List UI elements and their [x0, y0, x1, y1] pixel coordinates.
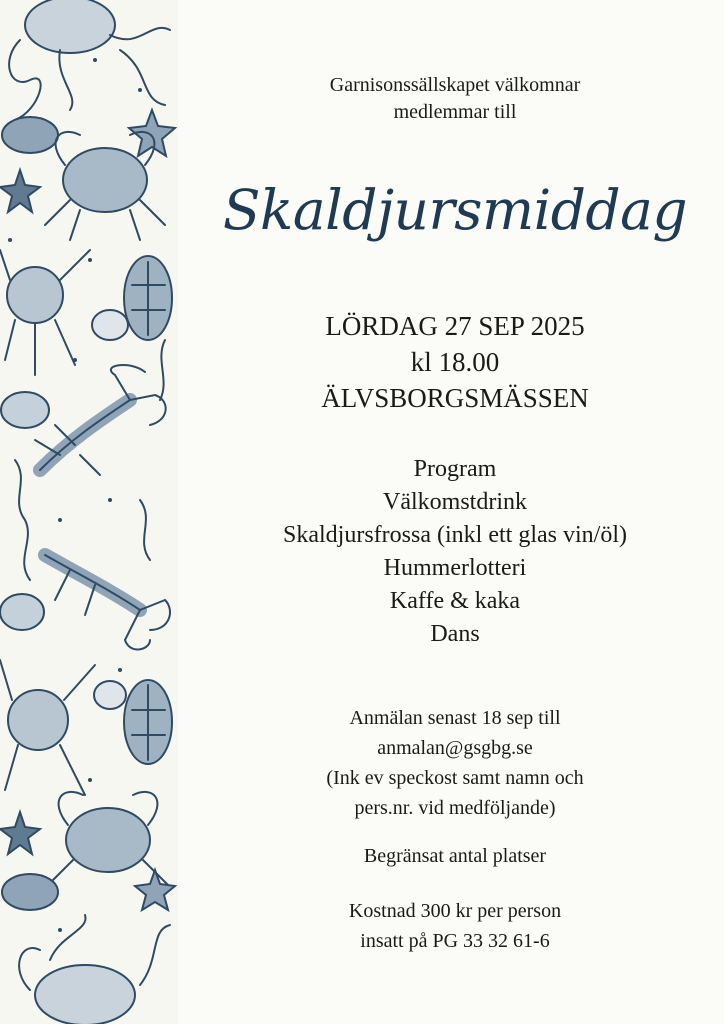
- program-heading: Program: [413, 456, 497, 482]
- mussel-icon: [2, 874, 58, 910]
- signup-info: [190, 703, 720, 823]
- event-venue: ÄLVSBORGSMÄSSEN: [321, 383, 589, 413]
- signup-note: pers.nr. vid medföljande): [354, 797, 556, 819]
- intro-text: [190, 72, 720, 126]
- signup-email[interactable]: [190, 733, 720, 763]
- signup-deadline: Anmälan senast 18 sep till: [349, 707, 561, 729]
- event-time: kl 18.00: [410, 347, 500, 377]
- seaweed-icon: [15, 340, 165, 580]
- cost-info: [190, 896, 720, 956]
- intro-line: medlemmar till: [393, 101, 517, 123]
- crab-icon: [0, 660, 95, 795]
- lobster-icon: [45, 555, 170, 649]
- seafood-illustration-icon: [0, 0, 178, 1024]
- page-title: Skaldjursmiddag: [222, 178, 688, 242]
- intro-line: Garnisonssällskapet välkomnar: [329, 74, 581, 96]
- seafood-illustration-border: [0, 0, 178, 1024]
- crab-icon: [0, 250, 90, 375]
- program-item: Kaffe & kaka: [389, 588, 521, 614]
- invitation-content: [190, 0, 720, 1024]
- program-item: Skaldjursfrossa (inkl ett glas vin/öl): [283, 522, 627, 548]
- mussel-icon: [2, 117, 58, 153]
- octopus-icon: [9, 0, 170, 120]
- lobster-icon: [35, 365, 166, 475]
- event-date: LÖRDAG 27 SEP 2025: [325, 311, 585, 341]
- event-details: [190, 308, 720, 416]
- fish-steak-icon: [124, 680, 172, 764]
- fish-steak-icon: [124, 256, 172, 340]
- program-item: Välkomstdrink: [383, 489, 527, 515]
- cost-price: Kostnad 300 kr per person: [348, 900, 562, 922]
- email-link[interactable]: anmalan@gsgbg.se: [377, 737, 533, 759]
- limited-seats-text: Begränsat antal platser: [363, 845, 547, 867]
- octopus-icon: [19, 915, 170, 1024]
- signup-note: (Ink ev speckost samt namn och: [326, 767, 584, 789]
- oyster-icon: [0, 594, 126, 709]
- crab-icon: [48, 792, 168, 885]
- cost-payment: insatt på PG 33 32 61-6: [360, 930, 550, 952]
- program-item: Dans: [430, 621, 480, 647]
- program-item: Hummerlotteri: [383, 555, 527, 581]
- program-list: [190, 453, 720, 651]
